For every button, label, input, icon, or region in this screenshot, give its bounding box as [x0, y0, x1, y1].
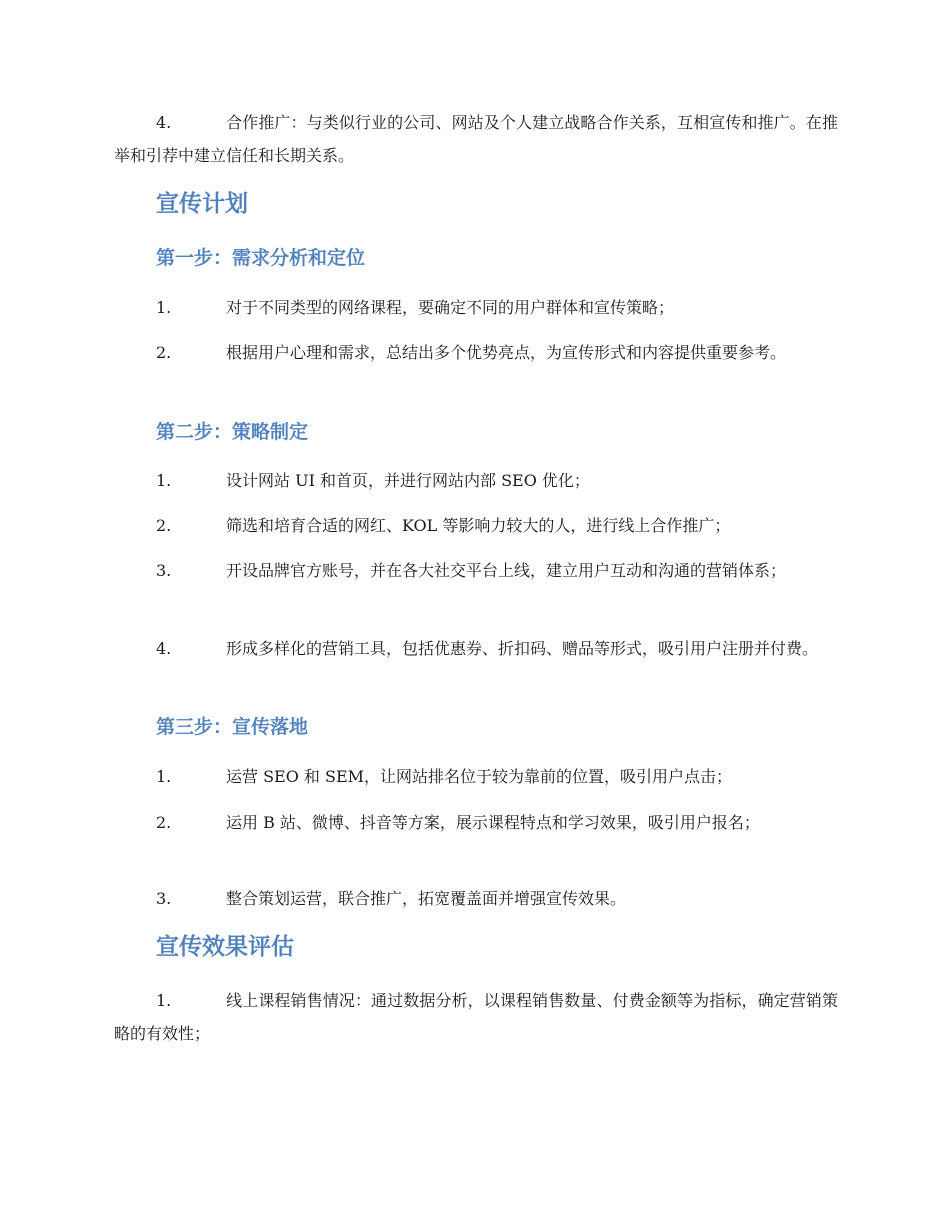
list-text: 形成多样化的营销工具，包括优惠券、折扣码、赠品等形式，吸引用户注册并付费。	[226, 639, 819, 658]
list-number: 2.	[156, 516, 172, 535]
list-number: 3.	[156, 561, 172, 580]
list-item	[114, 106, 838, 172]
section-heading-evaluation: 宣传效果评估	[156, 934, 294, 960]
list-number: 4.	[156, 639, 172, 658]
list-item	[114, 882, 838, 915]
list-item	[114, 554, 838, 587]
list-text: 运营 SEO 和 SEM，让网站排名位于较为靠前的位置，吸引用户点击；	[226, 767, 733, 786]
list-text: 运用 B 站、微博、抖音等方案，展示课程特点和学习效果，吸引用户报名；	[226, 813, 760, 832]
list-text: 对于不同类型的网络课程，要确定不同的用户群体和宣传策略；	[226, 298, 675, 317]
list-item	[114, 291, 838, 324]
list-text: 根据用户心理和需求，总结出多个优势亮点，为宣传形式和内容提供重要参考。	[226, 343, 787, 362]
list-item	[114, 509, 838, 542]
list-text: 整合策划运营，联合推广，拓宽覆盖面并增强宣传效果。	[226, 889, 627, 908]
list-text: 开设品牌官方账号，并在各大社交平台上线，建立用户互动和沟通的营销体系；	[226, 561, 787, 580]
list-number: 3.	[156, 889, 172, 908]
list-text: 筛选和培育合适的网红、KOL 等影响力较大的人，进行线上合作推广；	[226, 516, 731, 535]
list-number: 1.	[156, 298, 172, 317]
step-heading-3: 第三步：宣传落地	[156, 716, 309, 738]
list-number: 1.	[156, 471, 172, 490]
step-heading-2: 第二步：策略制定	[156, 421, 309, 443]
section-heading-plan: 宣传计划	[156, 191, 248, 217]
list-text: 合作推广：与类似行业的公司、网站及个人建立战略合作关系，互相宣传和推广。在推举和引荐中建立信任和长期关系。	[114, 113, 838, 165]
list-number: 1.	[156, 767, 172, 786]
list-item	[114, 806, 806, 839]
list-item	[114, 984, 838, 1050]
list-text: 设计网站 UI 和首页，并进行网站内部 SEO 优化；	[226, 471, 590, 490]
list-number: 1.	[156, 991, 172, 1010]
list-item	[114, 464, 838, 497]
list-number: 2.	[156, 813, 172, 832]
step-heading-1: 第一步：需求分析和定位	[156, 247, 366, 269]
list-item	[114, 336, 838, 369]
list-item	[114, 760, 838, 793]
list-text: 线上课程销售情况：通过数据分析，以课程销售数量、付费金额等为指标，确定营销策略的有效性；	[114, 991, 838, 1043]
list-item	[114, 632, 838, 665]
list-number: 2.	[156, 343, 172, 362]
list-number: 4.	[156, 113, 172, 132]
